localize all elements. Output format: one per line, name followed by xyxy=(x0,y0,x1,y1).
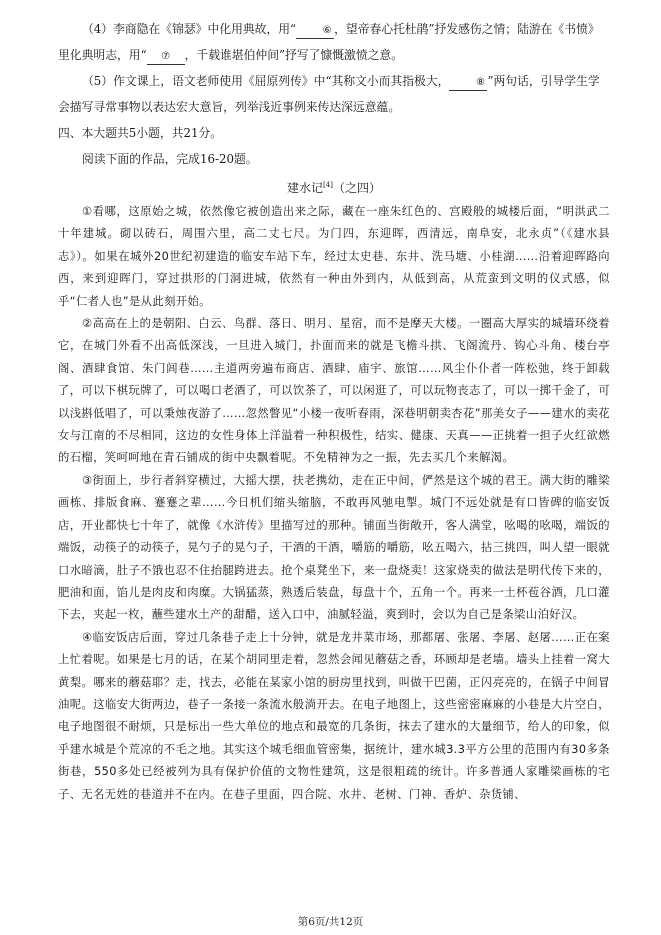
question-4 xyxy=(58,16,610,42)
q4-text-4: ，千载谁堪伯仲间”抒写了慷慨激愤之意。 xyxy=(184,48,404,62)
question-5 xyxy=(58,68,610,94)
article-title xyxy=(58,172,610,201)
reading-instruction: 阅读下面的作品，完成16-20题。 xyxy=(82,152,258,166)
section-heading: 四、本大题共5小题，共21分。 xyxy=(58,126,223,140)
title-main: 建水记 xyxy=(287,181,324,195)
page-footer: 第6页/共12页 xyxy=(297,916,364,928)
blank-8: ⑧ xyxy=(449,76,487,91)
title-sub: （之四） xyxy=(332,181,381,195)
blank-7: ⑦ xyxy=(147,50,185,65)
q5-text-3: 会描写寻常事物以表达宏大意旨，列举浅近事例来传达深远意蕴。 xyxy=(58,100,401,114)
paragraph-3: ③街面上，步行者斜穿横过，大摇大摆，扶老携幼，走在正中间，俨然是这个城的君王。满大街的雕梁画栋、排版食麻、蹇蹇之辈……今日机们缩头缩脑，不敢再风驰电掣。城门不远处就是有口皆碑的临安饭店，开业都快七十年了，就像《水浒传》里描写过的那种。铺面当街敞开，客人满堂，吆喝的吆喝，端饭的端饭，动筷子的动筷子，晃勺子的晃勺子，干酒的干酒，嚼筋的嚼筋，吆五喝六，拈三挑四，叫人望一眼就口水暗滴，肚子不饿也忍不住抬腿跨进去。抢个桌凳坐下，来一盘烧卖！这家烧卖的做法是明代传下来的，肥油和面，馅儿是肉皮和肉糜。大锅猛蒸，熟透后装盘，每盘十个，五角一个。再来一土杯苞谷酒，几口灌下去，夹起一枚，蘸些建水土产的甜醋，送入口中，油腻轻溢，爽到时，会以为自己是条梁山泊好汉。 xyxy=(58,473,610,622)
title-footnote-ref: [4] xyxy=(323,181,333,189)
q4-text-3: 里化典明志，用“ xyxy=(58,48,147,62)
paragraph-2: ②高高在上的是朝阳、白云、鸟群、落日、明月、星宿，而不是摩天大楼。一圈高大厚实的城墙环绕着它，在城门外看不出高低深浅，一旦进入城门，扑面而来的就是飞檐斗拱、飞阁流丹、钩心斗角、楼台亭阁、酒肆食馆、朱门闾巷……主道两旁遍布商店、酒肆、庙宇、旅馆……风尘仆仆者一阵松弛，终于卸载了，可以下棋玩牌了，可以喝口老酒了，可以饮茶了，可以闲逛了，可以玩物丧志了，可以一掷千金了，可以浅斟低唱了，可以秉烛夜游了……忽然瞥见“小楼一夜听春雨，深巷明朝卖杏花”那美女子——建水的卖花女与江南的不尽相同，这边的女性身体上洋溢着一种积极性，结实、健康、天真——正挑着一担子火红欲燃的石榴，笑呵呵地在青石铺成的街中央飘着呢。不免精神为之一振，先去买几个来解渴。 xyxy=(58,317,610,465)
paragraph-1: ①看哪，这原始之城，依然像它被创造出来之际，藏在一座朱红色的、宫殿般的城楼后面，“明洪武二十年建城。砌以砖石，周围六里，高二丈七尺。为门四，东迎晖，西清远，南阜安，北永贞”（《建水县志》）。如果在城外20世纪初建造的临安车站下车，经过太史巷、东井、洗马塘、小桂湖……沿着迎晖路向西，来到迎晖门，穿过拱形的门洞进城，依然有一种由外到内，从低到高，从荒蛮到文明的仪式感，似乎“仁者人也”是从此刻开始。 xyxy=(58,205,610,308)
q5-text-2: ”两句话，引导学生学 xyxy=(487,74,600,88)
q4-text-2: ，望帝春心托杜鹃”抒发感伤之情；陆游在《书愤》 xyxy=(334,22,600,36)
exam-page xyxy=(58,0,610,806)
paragraph-4: ④临安饭店后面，穿过几条巷子走上十分钟，就是龙井菜市场，那都屠、张屠、李屠、赵屠……正在案上忙着呢。如果是七月的话，在某个胡同里走着，忽然会闻见蘑菇之香，环顾却是老墙。墙头上挂着一窝大黄梨。哪来的蘑菇耶？走，找去，必能在某家小馆的厨房里找到，叫做干巴菌，正闪亮亮的，在锅子中间冒油呢。这临安大街两边，巷子一条接一条流水般淌开去。在电子地图上，这些密密麻麻的小巷是大片空白，电子地图很不耐烦，只是标出一些大单位的地点和最宽的几条街，抹去了建水的大量细节，给人的印象，似乎建水城是个荒凉的不毛之地。其实这个城毛细血管密集，据统计，建水城3.3平方公里的范围内有30多条街巷，550多处已经被列为具有保护价值的文物性建筑，这是很粗疏的统计。许多普通人家雕梁画栋的宅子、无名无姓的巷道并不在内。在巷子里面，四合院、水井、老树、门神、香炉、杂货铺、 xyxy=(58,630,610,801)
question-5-cont xyxy=(58,94,610,120)
q5-text-1: （5）作文课上，语文老师使用《屈原列传》中“其称文小而其指极大， xyxy=(82,74,450,88)
blank-6: ⑥ xyxy=(296,24,334,39)
question-4-cont xyxy=(58,42,610,68)
q4-text-1: （4）李商隐在《锦瑟》中化用典故，用“ xyxy=(82,22,297,36)
